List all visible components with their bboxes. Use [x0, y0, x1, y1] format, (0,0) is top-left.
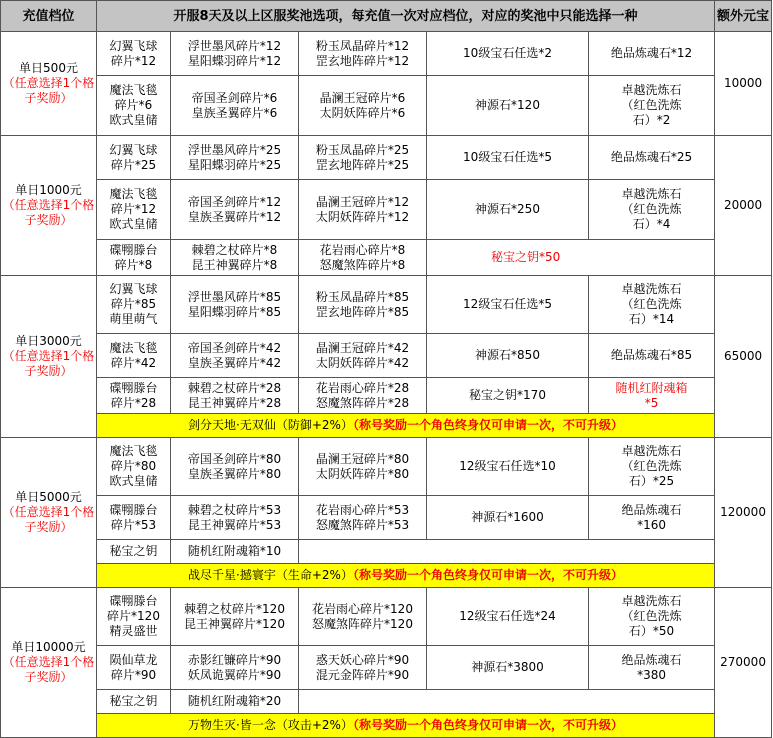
cell-line: 浮世墨风碎片*12 — [187, 38, 282, 53]
tier-row — [1, 496, 772, 540]
cell-line: 怒魔煞阵碎片*28 — [315, 395, 410, 410]
reward-cell-a[interactable] — [97, 690, 171, 714]
cell-line: 陨仙草龙 — [109, 652, 158, 667]
col-level-header: 充值档位 — [1, 1, 97, 32]
cell-line: 秘宝之钥 — [109, 694, 158, 708]
cell-line: 太阴妖阵碎片*6 — [319, 105, 406, 120]
cell-line: 太阴妖阵碎片*80 — [315, 466, 410, 481]
cell-line: 粉玉凤晶碎片*25 — [315, 142, 410, 157]
cell-line: 魔法飞毯 — [109, 444, 158, 458]
cell-line: 绝品炼魂石*85 — [610, 348, 693, 362]
empty-cell — [299, 540, 715, 564]
cell-line: 帝国圣剑碎片*42 — [187, 340, 282, 355]
tier-row — [1, 136, 772, 180]
reward-cell-b[interactable] — [171, 180, 299, 240]
cell-line: 随机红附魂箱 — [615, 380, 688, 395]
tier-row — [1, 180, 772, 240]
tier-row — [1, 588, 772, 646]
cell-line: 棘碧之杖碎片*28 — [187, 380, 282, 395]
title-banner[interactable] — [97, 414, 715, 438]
special-reward-cell[interactable]: 秘宝之钥*50 — [427, 240, 715, 276]
cell-line: 星阳蝶羽碎片*85 — [187, 304, 282, 319]
reward-cell-d[interactable]: 神源石*850 — [427, 334, 589, 378]
extra-ingot-cell: 10000 — [715, 32, 772, 136]
reward-cell-a[interactable] — [97, 588, 171, 646]
cell-line: 太阴妖阵碎片*12 — [315, 209, 410, 224]
tier-row — [1, 76, 772, 136]
cell-line: 卓越洗炼石 — [621, 187, 682, 201]
header-row — [1, 1, 772, 32]
title-banner-row — [1, 714, 772, 738]
cell-line: 浮世墨风碎片*25 — [187, 142, 282, 157]
tier-note: （任意选择1个格子奖励） — [2, 655, 95, 684]
reward-cell-d[interactable]: 12级宝石任选*24 — [427, 588, 589, 646]
cell-line: 帝国圣剑碎片*12 — [187, 194, 282, 209]
tier-level: 单日5000元 — [15, 490, 82, 504]
cell-line: 碎片*80 — [110, 459, 157, 473]
cell-line: （红色洗炼 — [621, 202, 682, 216]
title-banner-row — [1, 564, 772, 588]
tier-row — [1, 540, 772, 564]
cell-line: 欧式皇储 — [109, 217, 158, 231]
cell-line: 碟翈滕台 — [109, 594, 158, 608]
col-extra-header: 额外元宝 — [715, 1, 772, 32]
reward-cell-b[interactable] — [171, 690, 299, 714]
reward-cell-a[interactable] — [97, 496, 171, 540]
cell-line: 碎片*8 — [114, 257, 153, 272]
cell-line: 石）*50 — [628, 624, 675, 638]
extra-ingot-cell: 65000 — [715, 276, 772, 438]
cell-line: *380 — [637, 667, 666, 682]
cell-line: 欧式皇储 — [109, 474, 158, 488]
empty-cell — [299, 690, 715, 714]
banner-note: （称号奖励一个角色终身仅可申请一次，不可升级） — [352, 418, 623, 432]
cell-line: 妖凤诡翼碎片*90 — [187, 667, 282, 682]
extra-ingot-cell: 270000 — [715, 588, 772, 738]
banner-note: （称号奖励一个角色终身仅可申请一次，不可升级） — [352, 718, 623, 732]
cell-line: 棘碧之杖碎片*120 — [184, 601, 285, 616]
cell-line: 赤影红镰碎片*90 — [187, 652, 282, 667]
tier-level: 单日10000元 — [11, 640, 86, 654]
cell-line: 碟翈滕台 — [109, 242, 158, 257]
cell-line: 碎片*85 — [110, 297, 157, 311]
tier-row — [1, 690, 772, 714]
tier-note: （任意选择1个格子奖励） — [2, 505, 95, 534]
cell-line: 碎片*6 — [114, 98, 153, 112]
reward-cell-c[interactable] — [299, 378, 427, 414]
reward-cell-b[interactable] — [171, 496, 299, 540]
tier-note: （任意选择1个格子奖励） — [2, 349, 95, 378]
cell-line: 碟翈滕台 — [109, 502, 158, 517]
cell-line: 棘碧之杖碎片*8 — [191, 242, 278, 257]
tier-level: 单日500元 — [19, 61, 78, 75]
cell-line: 卓越洗炼石 — [621, 282, 682, 296]
cell-line: 晶澜王冠碎片*6 — [319, 90, 406, 105]
cell-line: 罡玄地阵碎片*25 — [315, 157, 410, 172]
cell-line: 昆王神翼碎片*120 — [184, 616, 285, 631]
cell-line: 碎片*42 — [110, 355, 157, 370]
cell-line: 混元金阵碎片*90 — [315, 667, 410, 682]
cell-line: 帝国圣剑碎片*80 — [187, 451, 282, 466]
cell-line: *160 — [637, 517, 666, 532]
reward-cell-d[interactable]: 神源石*250 — [427, 180, 589, 240]
tier-note: （任意选择1个格子奖励） — [2, 76, 95, 105]
reward-cell-a[interactable] — [97, 240, 171, 276]
cell-line: 浮世墨风碎片*85 — [187, 289, 282, 304]
cell-line: 粉玉凤晶碎片*12 — [315, 38, 410, 53]
reward-cell-c[interactable] — [299, 496, 427, 540]
cell-line: 魔法飞毯 — [109, 187, 158, 201]
tier-row — [1, 378, 772, 414]
tier-level: 单日1000元 — [15, 183, 82, 197]
cell-line: 花岩雨心碎片*8 — [319, 242, 406, 257]
tier-level-cell — [1, 136, 97, 276]
reward-cell-a[interactable] — [97, 540, 171, 564]
cell-line: 皇族圣翼碎片*6 — [191, 105, 278, 120]
cell-line: （红色洗炼 — [621, 609, 682, 623]
cell-line: *5 — [644, 395, 659, 410]
title-banner-row — [1, 414, 772, 438]
reward-cell-d[interactable]: 10级宝石任选*5 — [427, 136, 589, 180]
cell-line: 花岩雨心碎片*28 — [315, 380, 410, 395]
cell-line: 昆王神翼碎片*53 — [187, 517, 282, 532]
banner-title: 万物生灭·皆一念（攻击+2%） — [188, 718, 353, 732]
tier-level-cell — [1, 32, 97, 136]
cell-line: 绝品炼魂石*12 — [610, 46, 693, 60]
cell-line: 花岩雨心碎片*53 — [315, 502, 410, 517]
tier-note: （任意选择1个格子奖励） — [2, 198, 95, 227]
cell-line: 粉玉凤晶碎片*85 — [315, 289, 410, 304]
reward-cell-b[interactable] — [171, 32, 299, 76]
cell-line: 惑天妖心碎片*90 — [315, 652, 410, 667]
reward-cell-e[interactable] — [589, 378, 715, 414]
reward-cell-b[interactable] — [171, 136, 299, 180]
reward-cell-c[interactable] — [299, 334, 427, 378]
cell-line: 怒魔煞阵碎片*53 — [315, 517, 410, 532]
reward-cell-d[interactable]: 神源石*1600 — [427, 496, 589, 540]
cell-line: （红色洗炼 — [621, 459, 682, 473]
cell-line: 碟翈滕台 — [109, 380, 158, 395]
cell-line: 昆王神翼碎片*28 — [187, 395, 282, 410]
reward-cell-a[interactable] — [97, 438, 171, 496]
cell-line: 萌里萌气 — [109, 312, 158, 326]
cell-line: 魔法飞毯 — [109, 340, 158, 355]
banner-title: 战尽千星·撼寰宇（生命+2%） — [188, 568, 353, 582]
cell-line: 昆王神翼碎片*8 — [191, 257, 278, 272]
title-banner[interactable] — [97, 714, 715, 738]
cell-line: 欧式皇储 — [109, 113, 158, 127]
cell-line: （红色洗炼 — [621, 98, 682, 112]
reward-cell-d[interactable]: 10级宝石任选*2 — [427, 32, 589, 76]
cell-line: 花岩雨心碎片*120 — [312, 601, 413, 616]
cell-line: 碎片*28 — [110, 395, 157, 410]
extra-ingot-cell: 120000 — [715, 438, 772, 588]
reward-cell-c[interactable] — [299, 646, 427, 690]
cell-line: 魔法飞毯 — [109, 83, 158, 97]
tier-level-cell — [1, 438, 97, 588]
reward-cell-c[interactable] — [299, 32, 427, 76]
reward-cell-a[interactable] — [97, 180, 171, 240]
cell-line: 碎片*12 — [110, 202, 157, 216]
reward-cell-a[interactable] — [97, 646, 171, 690]
reward-cell-e[interactable] — [589, 180, 715, 240]
reward-cell-b[interactable] — [171, 378, 299, 414]
reward-cell-b[interactable] — [171, 540, 299, 564]
cell-line: 碎片*120 — [107, 609, 160, 623]
tier-row — [1, 240, 772, 276]
reward-cell-e[interactable] — [589, 646, 715, 690]
cell-line: 绝品炼魂石 — [621, 502, 682, 517]
tier-row — [1, 438, 772, 496]
cell-line: 石）*4 — [632, 217, 671, 231]
cell-line: 随机红附魂箱*10 — [187, 544, 282, 558]
cell-line: 石）*25 — [628, 474, 675, 488]
reward-cell-b[interactable] — [171, 588, 299, 646]
cell-line: 棘碧之杖碎片*53 — [187, 502, 282, 517]
reward-cell-c[interactable] — [299, 240, 427, 276]
reward-cell-a[interactable] — [97, 32, 171, 76]
reward-cell-e[interactable] — [589, 496, 715, 540]
tier-level-cell — [1, 588, 97, 738]
reward-cell-e[interactable] — [589, 276, 715, 334]
cell-line: 幻翼飞球 — [109, 282, 158, 296]
cell-line: 太阴妖阵碎片*42 — [315, 355, 410, 370]
cell-line: 罡玄地阵碎片*12 — [315, 53, 410, 68]
cell-line: 晶澜王冠碎片*12 — [315, 194, 410, 209]
reward-cell-d[interactable]: 神源石*120 — [427, 76, 589, 136]
cell-line: 卓越洗炼石 — [621, 594, 682, 608]
reward-cell-b[interactable] — [171, 276, 299, 334]
cell-line: 随机红附魂箱*20 — [187, 694, 282, 708]
banner-title: 剑分天地·无双仙（防御+2%） — [188, 418, 353, 432]
reward-cell-b[interactable] — [171, 646, 299, 690]
reward-cell-b[interactable] — [171, 76, 299, 136]
reward-cell-d[interactable]: 秘宝之钥*170 — [427, 378, 589, 414]
reward-cell-d[interactable]: 12级宝石任选*10 — [427, 438, 589, 496]
cell-line: 晶澜王冠碎片*42 — [315, 340, 410, 355]
cell-line: 星阳蝶羽碎片*25 — [187, 157, 282, 172]
reward-cell-c[interactable] — [299, 276, 427, 334]
tier-level: 单日3000元 — [15, 334, 82, 348]
reward-cell-e[interactable] — [589, 438, 715, 496]
reward-cell-c[interactable] — [299, 180, 427, 240]
tier-row — [1, 646, 772, 690]
reward-cell-b[interactable] — [171, 334, 299, 378]
cell-line: 碎片*53 — [110, 517, 157, 532]
cell-line: 碎片*90 — [110, 667, 157, 682]
cell-line: 皇族圣翼碎片*12 — [187, 209, 282, 224]
reward-cell-a[interactable] — [97, 276, 171, 334]
reward-cell-c[interactable] — [299, 588, 427, 646]
cell-line: 精灵盛世 — [109, 624, 158, 638]
reward-cell-d[interactable]: 神源石*3800 — [427, 646, 589, 690]
reward-cell-c[interactable] — [299, 136, 427, 180]
cell-line: 怒魔煞阵碎片*120 — [312, 616, 413, 631]
cell-line: 帝国圣剑碎片*6 — [191, 90, 278, 105]
tier-row — [1, 276, 772, 334]
reward-cell-c[interactable] — [299, 76, 427, 136]
reward-cell-a[interactable] — [97, 76, 171, 136]
reward-cell-c[interactable] — [299, 438, 427, 496]
reward-cell-e[interactable] — [589, 32, 715, 76]
cell-line: 星阳蝶羽碎片*12 — [187, 53, 282, 68]
cell-line: 绝品炼魂石 — [621, 652, 682, 667]
tier-row — [1, 334, 772, 378]
cell-line: 幻翼飞球 — [109, 142, 158, 157]
title-banner[interactable] — [97, 564, 715, 588]
cell-line: 怒魔煞阵碎片*8 — [319, 257, 406, 272]
cell-line: 石）*14 — [628, 312, 675, 326]
cell-line: 秘宝之钥 — [109, 544, 158, 558]
reward-cell-b[interactable] — [171, 438, 299, 496]
extra-ingot-cell: 20000 — [715, 136, 772, 276]
col-pool-header: 开服8天及以上区服奖池选项，每充值一次对应档位，对应的奖池中只能选择一种 — [97, 1, 715, 32]
cell-line: （红色洗炼 — [621, 297, 682, 311]
reward-cell-a[interactable] — [97, 136, 171, 180]
reward-cell-e[interactable] — [589, 76, 715, 136]
cell-line: 皇族圣翼碎片*80 — [187, 466, 282, 481]
cell-line: 晶澜王冠碎片*80 — [315, 451, 410, 466]
tier-level-cell — [1, 276, 97, 438]
cell-line: 皇族圣翼碎片*42 — [187, 355, 282, 370]
cell-line: 碎片*25 — [110, 157, 157, 172]
reward-cell-b[interactable] — [171, 240, 299, 276]
cell-line: 卓越洗炼石 — [621, 444, 682, 458]
reward-cell-d[interactable]: 12级宝石任选*5 — [427, 276, 589, 334]
cell-line: 石）*2 — [632, 113, 671, 127]
tier-row — [1, 32, 772, 76]
reward-cell-a[interactable] — [97, 334, 171, 378]
cell-line: 绝品炼魂石*25 — [610, 150, 693, 164]
reward-cell-a[interactable] — [97, 378, 171, 414]
cell-line: 卓越洗炼石 — [621, 83, 682, 97]
reward-cell-e[interactable] — [589, 588, 715, 646]
cell-line: 幻翼飞球 — [109, 38, 158, 53]
reward-cell-e[interactable] — [589, 136, 715, 180]
banner-note: （称号奖励一个角色终身仅可申请一次，不可升级） — [352, 568, 623, 582]
cell-line: 罡玄地阵碎片*85 — [315, 304, 410, 319]
cell-line: 碎片*12 — [110, 53, 157, 68]
reward-cell-e[interactable] — [589, 334, 715, 378]
